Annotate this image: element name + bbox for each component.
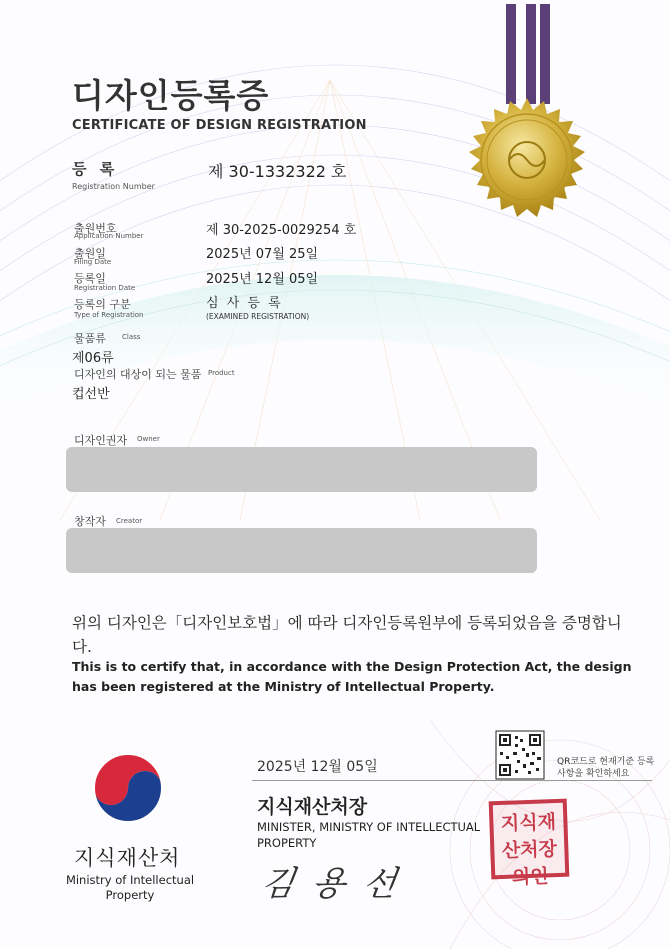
class-label-en: Class xyxy=(122,333,141,341)
registration-label-en: Registration Number xyxy=(72,182,155,191)
field-label-en: Registration Date xyxy=(74,284,136,292)
gold-seal-icon xyxy=(469,98,585,217)
field-label: 출원번호 xyxy=(74,222,117,235)
minister-title-en: MINISTER, MINISTRY OF INTELLECTUAL PROPERTY xyxy=(257,820,481,850)
document-title-en: CERTIFICATE OF DESIGN REGISTRATION xyxy=(72,118,367,133)
divider xyxy=(252,780,652,781)
creator-label-en: Creator xyxy=(116,517,143,525)
creator-redacted-field xyxy=(66,528,537,573)
registration-type: 심 사 등 록 xyxy=(206,296,283,311)
certification-text-ko: 위의 디자인은「디자인보호법」에 따라 디자인등록원부에 등록되었음을 증명합니다. xyxy=(72,614,622,656)
ministry-name-ko: 지식재산처 xyxy=(74,846,181,870)
ministry-logo-icon xyxy=(94,754,162,822)
minister-title-ko: 지식재산처장 xyxy=(257,796,368,818)
owner-label-en: Owner xyxy=(137,435,160,443)
ministry-name-en: Ministry of Intellectual Property xyxy=(65,873,195,902)
field-label-en: Filing Date xyxy=(74,258,112,266)
field-label: 출원일 xyxy=(74,247,106,260)
application-number: 제 30-2025-0029254 호 xyxy=(206,223,357,238)
issue-date: 2025년 12월 05일 xyxy=(257,759,378,775)
field-label: 등록일 xyxy=(74,272,106,285)
qr-code-icon xyxy=(496,731,544,779)
certification-text-en: This is to certify that, in accordance with the Design Protection Act, the design has been registered at the Ministry of Intellectual Property. xyxy=(72,659,632,694)
product-label-en: Product xyxy=(208,369,235,377)
qr-note: QR코드로 현재기준 등록사항을 확인하세요 xyxy=(557,757,655,779)
class-label: 물품류 xyxy=(74,332,106,345)
registration-number: 제 30-1332322 호 xyxy=(208,162,347,181)
official-stamp: 지식재산처장의인 xyxy=(489,799,570,880)
class-value: 제06류 xyxy=(72,351,114,366)
field-label-en: Application Number xyxy=(74,232,144,240)
registration-label: 등 록 xyxy=(72,160,119,178)
creator-label: 창작자 xyxy=(74,515,106,528)
product-value: 컵선반 xyxy=(72,387,110,402)
filing-date: 2025년 07월 25일 xyxy=(206,247,319,262)
document-title: 디자인등록증 xyxy=(72,76,270,115)
ribbon-icon xyxy=(506,4,550,104)
owner-label: 디자인권자 xyxy=(74,434,128,447)
signature: 김용선 xyxy=(258,864,417,904)
registration-type-en: (EXAMINED REGISTRATION) xyxy=(206,312,310,321)
registration-date: 2025년 12월 05일 xyxy=(206,272,319,287)
field-label: 등록의 구분 xyxy=(74,298,131,311)
field-label-en: Type of Registration xyxy=(74,311,144,319)
product-label: 디자인의 대상이 되는 물품 xyxy=(74,368,202,381)
owner-redacted-field xyxy=(66,447,537,492)
